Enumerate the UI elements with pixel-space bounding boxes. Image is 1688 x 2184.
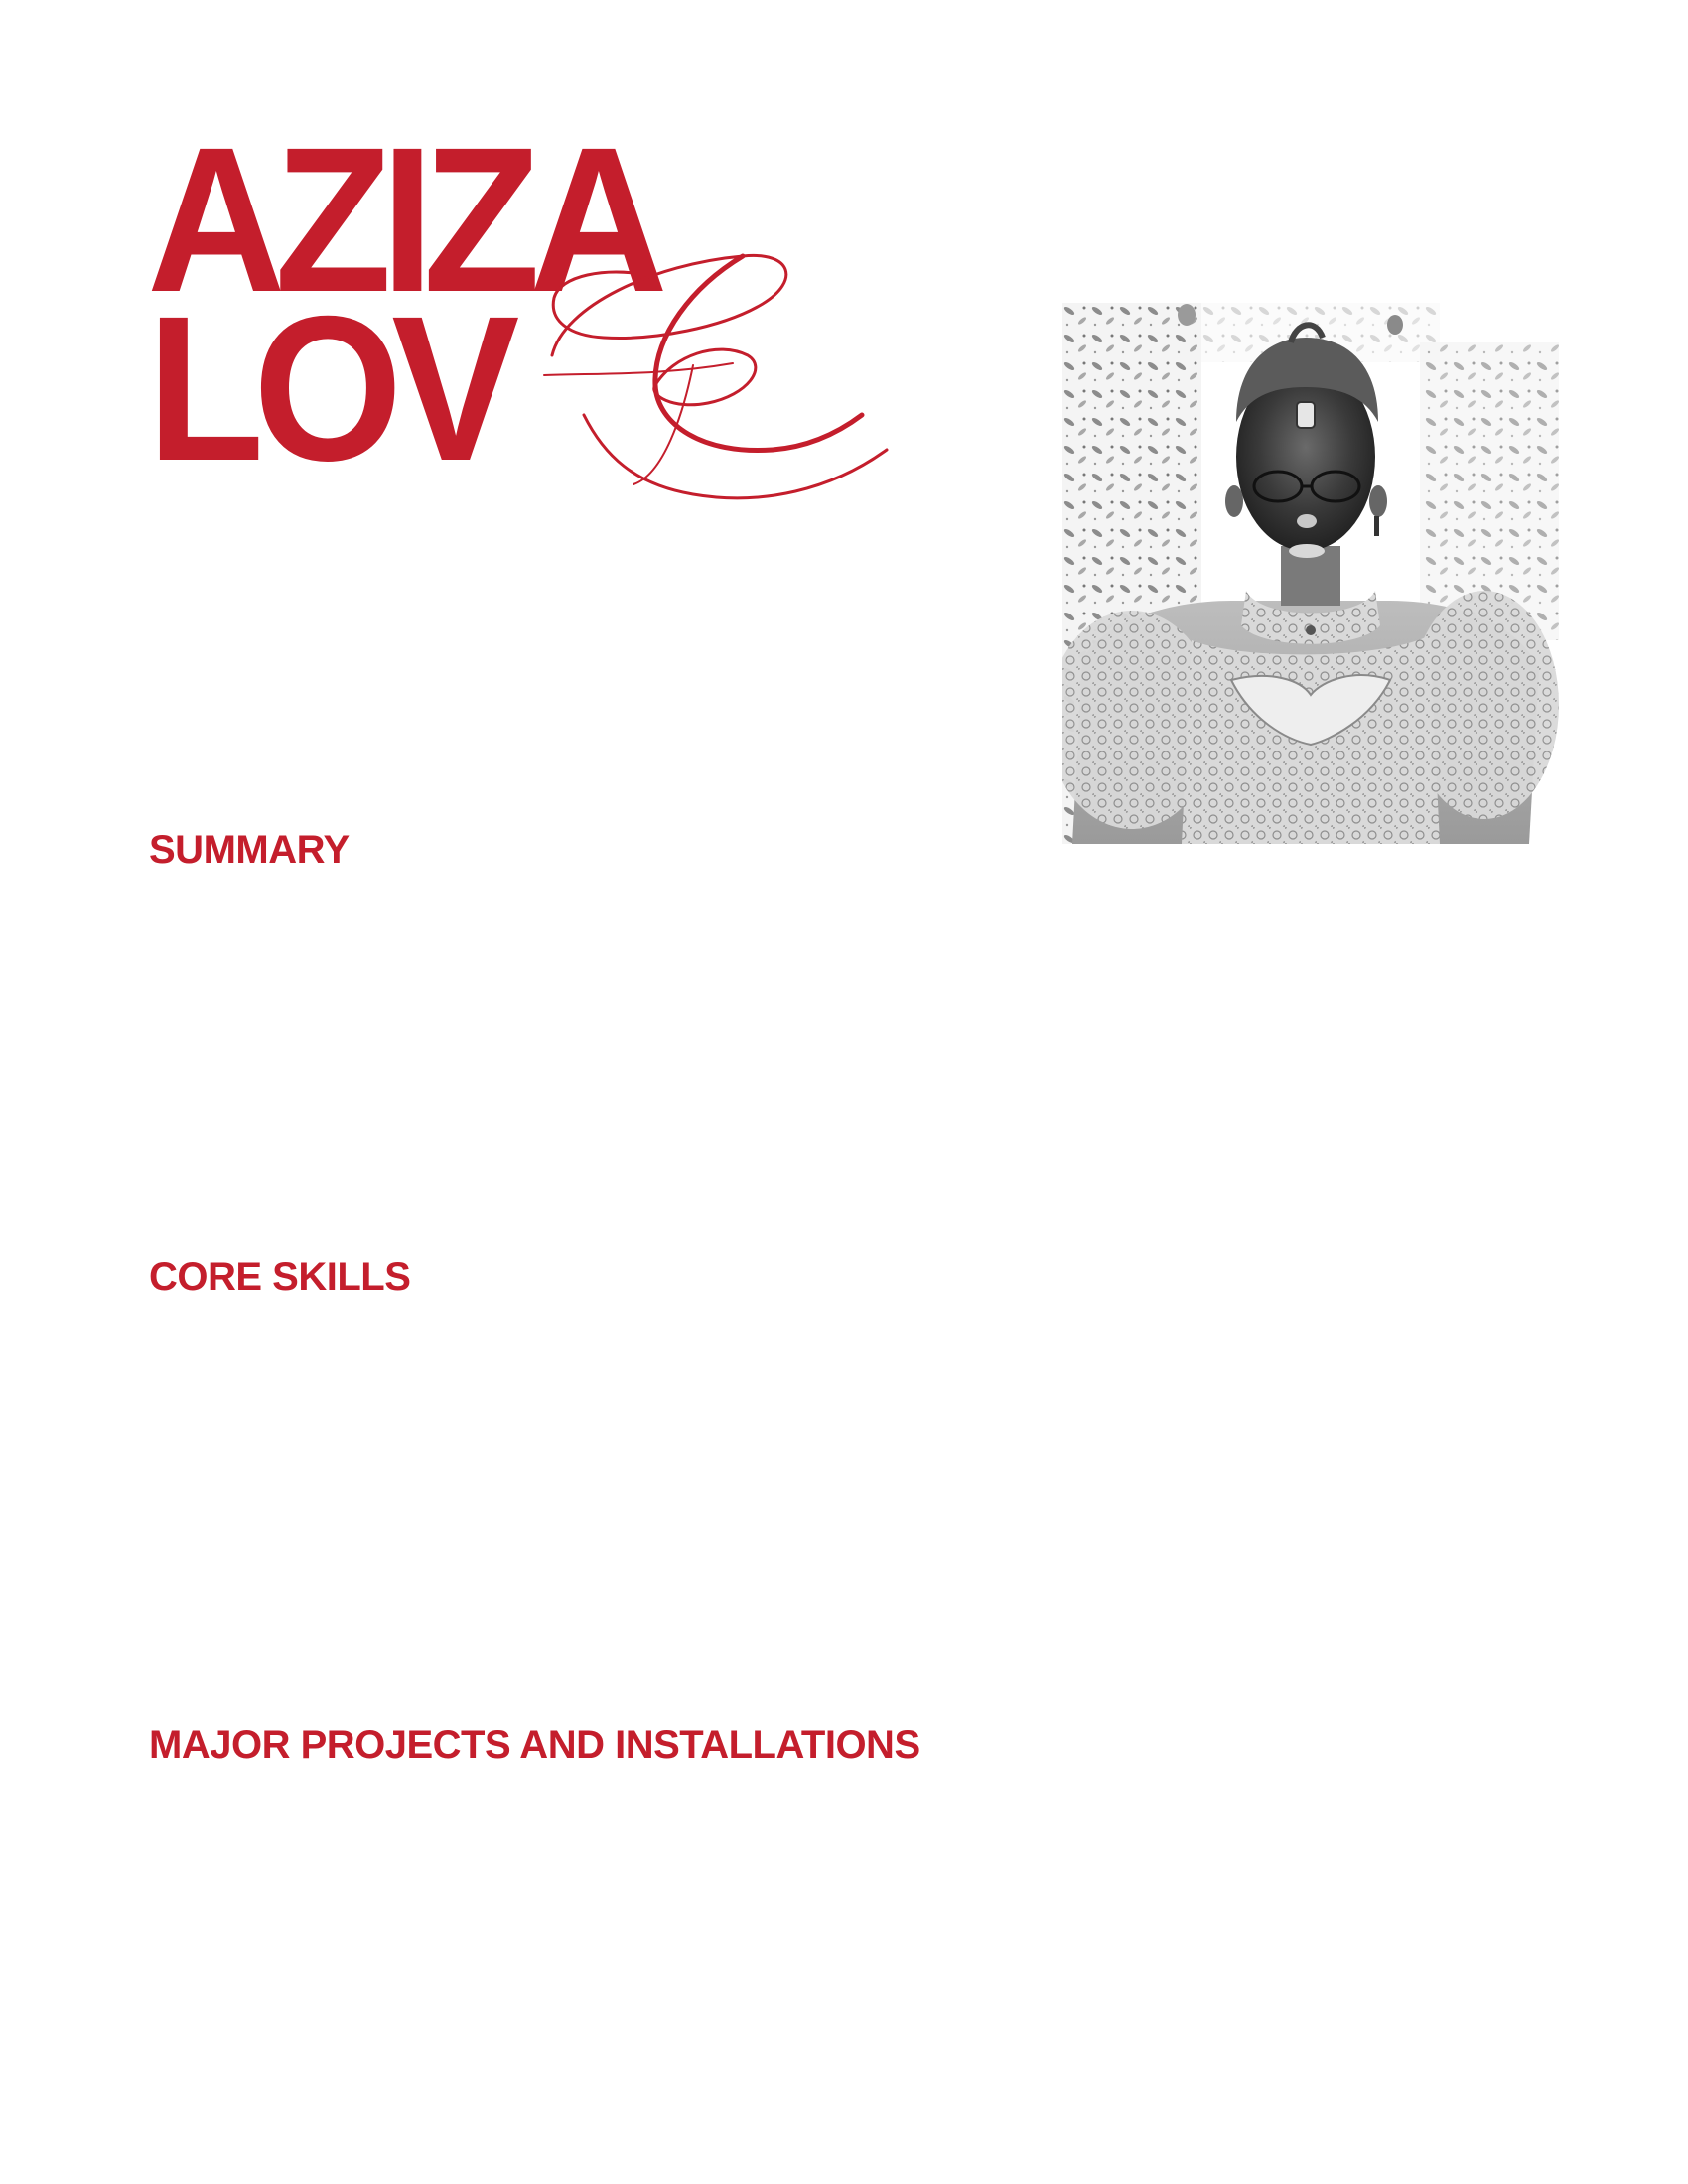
script-e-flourish bbox=[544, 246, 941, 623]
portrait-photo bbox=[1062, 303, 1559, 844]
portrait-image bbox=[1062, 303, 1559, 844]
section-heading-core-skills: CORE SKILLS bbox=[149, 1255, 411, 1298]
name-second-line: LOV bbox=[147, 274, 509, 504]
name-logo bbox=[147, 105, 802, 504]
section-heading-major-projects: MAJOR PROJECTS AND INSTALLATIONS bbox=[149, 1723, 920, 1767]
name-first-line: AZIZA bbox=[147, 105, 657, 336]
section-heading-summary: SUMMARY bbox=[149, 828, 350, 872]
